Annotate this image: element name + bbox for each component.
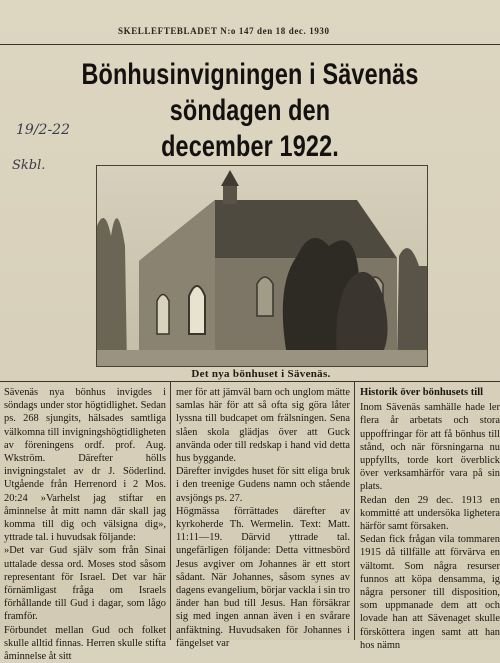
column-1-paragraph-2: »Det var Gud själv som från Sinai uttalade dessa ord. Moses stod såsom representant för Israel. Det var här förnämligast fråga om Israels förhållande till Gud i dagar, som lågo framför. [4,545,166,623]
column-1-paragraph-1: Sävenäs nya bönhus invigdes i söndags under stor högtidlighet. Sedan ps. 268 sjungits, hälsades samtliga välkomna till invigningshögtidligheten av föreningens ordf. prof. Aug. Wkström. Därefter hölls invigningstalet av dr J. Söderlind. Utgående från Herrenord i 2 Mos. 20:24 »Varhelst jag stiftar en åminnelse åt mitt namn där skall jag komma till dig och välsigna dig», yttrade tal. i huvudsak följande: [4,387,166,544]
column-3-paragraph-1: Inom Sävenäs samhälle hade ler flera år arbetats och stora uppoffringar för att få bönhus till stånd, och när försningarna nu uppfyllts, torde kort överblick över verksamhärför vara på sin plats. [360,402,500,493]
masthead: SKELLEFTEBLADET N:o 147 den 18 dec. 1930 [118,26,330,36]
column-2-paragraph-2: Därefter invigdes huset för sitt eliga bruk i den treenige Gudens namn och stående avsjöngs ps. 27. [176,466,350,504]
article-column-3 [360,386,500,651]
column-1-paragraph-3: Förbundet mellan Gud och folket skulle alltid finnas. Herren skulle stifta åminnelse åt sitt [4,624,166,663]
article-column-1 [4,386,166,663]
column-2-paragraph-1: mer för att jämväl barn och unglom mätte samlas här för att så ofta sig göra låter lyssna till budcapet om frälsningen. Sena slåen skola glädjas över att Guck använda oder till redskap i hand vid detta hus byggande. [176,387,350,465]
handwritten-source: Skbl. [12,158,46,173]
top-rule [0,44,500,45]
handwritten-date: 19/2-22 [16,122,70,138]
column-3-paragraph-2: Redan den 29 dec. 1913 en kommitté att undersöka lighetera härför samt försaken. [360,494,500,533]
article-column-2 [176,386,350,649]
photo-caption: Det nya bönhuset i Sävenäs. [191,368,331,380]
chapel-illustration [97,166,427,366]
headline-line-1: Bönhusinvigningen i Sävenäs söndagen den [81,58,419,127]
chapel-photo [96,165,428,367]
headline [55,57,445,165]
column-2-paragraph-3: Högmässa förrättades därefter av kyrkoherde Th. Wermelin. Text: Matt. 11:11—19. Därvid yttrade tal. ungefärligen följande: Detta vittnesbörd Jesus avgiver om Johannes är ett stort sådant. När Johannes, såsom synes av dagens evangelium, börjar vackla i sin tro änder han bud till Jesus. Han försäkrar sig med ingen annan även i en svårare anfäktning. Huvudsaken för Johannes i fängelset var [176,505,350,649]
headline-line-2: december 1922. [161,130,339,163]
middle-rule [0,381,500,382]
column-3-subheading: Historik över bönhusets till [360,387,484,398]
column-divider-1 [170,382,171,640]
column-3-paragraph-3: Sedan fick frågan vila tommaren 1915 då tillfälle att förvärva en vältomt. Som några resurser funnos att köpa densamma, ig några personer till disposition, som uppmanade dem att och lovade han att Sävenaget skulle försköttera ingen samt att han hos nämn [360,534,500,651]
column-divider-2 [354,382,355,640]
